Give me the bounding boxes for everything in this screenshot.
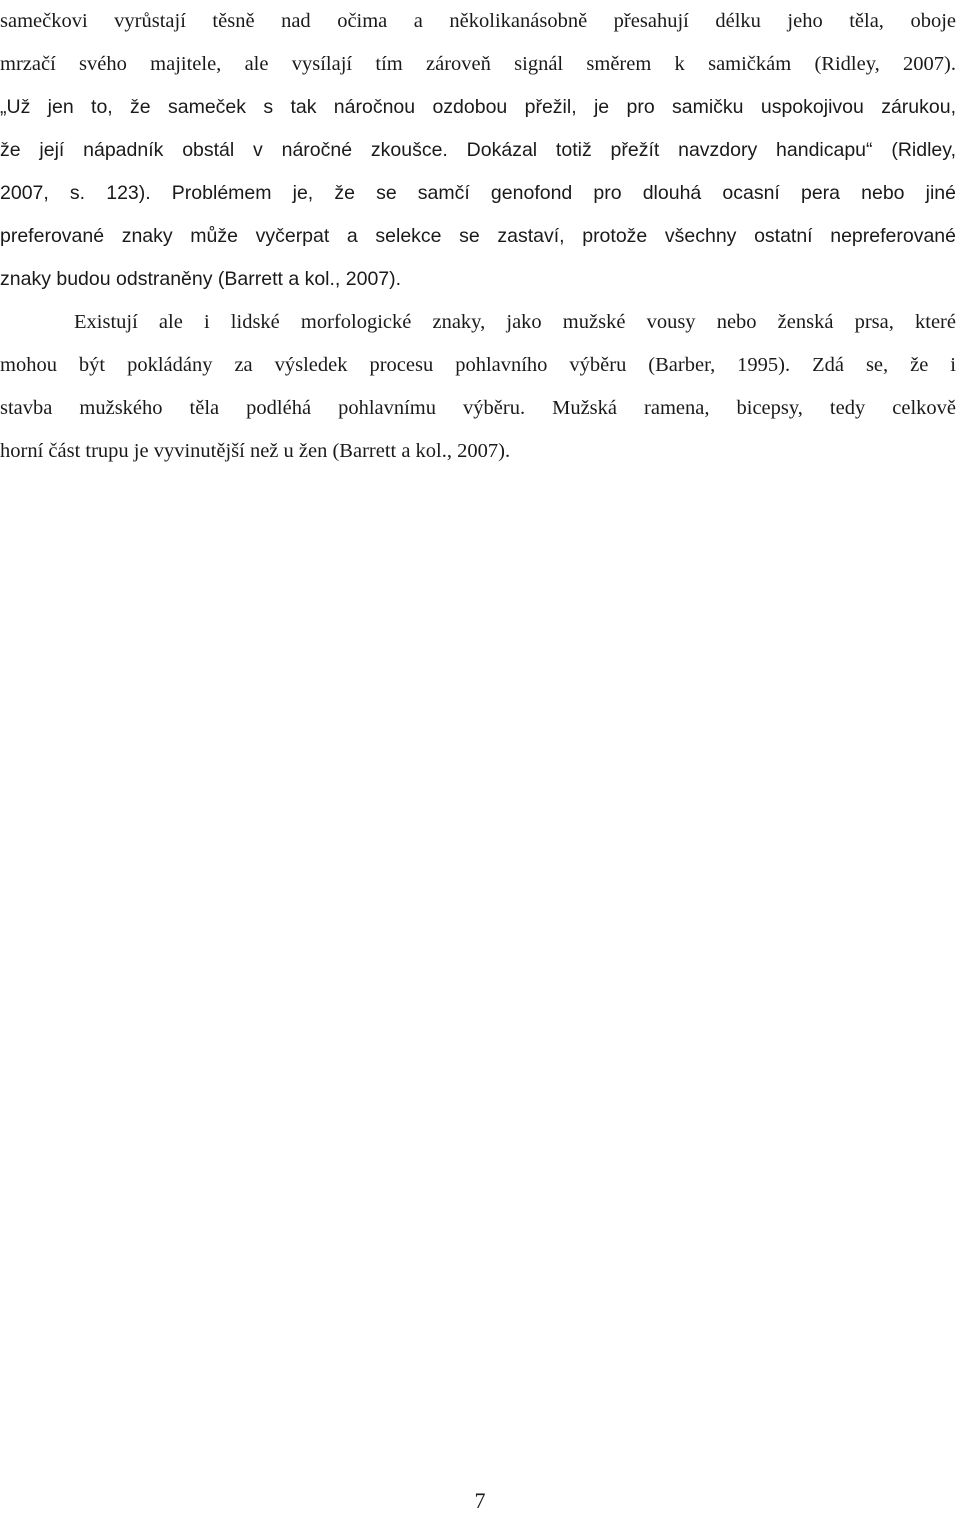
- text-line: znaky budou odstraněny (Barrett a kol., 2007).: [0, 268, 402, 290]
- paragraph-first-line: Existují ale i lidské morfologické znaky, jako mužské vousy nebo ženská prsa, které: [74, 311, 956, 333]
- page-number: 7: [474, 1488, 486, 1513]
- text-line: horní část trupu je vyvinutější než u žen (Barrett a kol., 2007).: [0, 440, 511, 462]
- text-segment: Problémem je, že se samčí genofond pro dlouhá ocasní pera nebo jiné: [150, 182, 956, 204]
- body-text: [0, 0, 956, 473]
- text-line: preferované znaky může vyčerpat a selekce se zastaví, protože všechny ostatní nepreferované: [0, 225, 956, 247]
- text-line: mrzačí svého majitele, ale vysílají tím zároveň signál směrem k samičkám (Ridley, 2007).: [0, 53, 956, 75]
- text-line: stavba mužského těla podléhá pohlavnímu výběru. Mužská ramena, bicepsy, tedy celkově: [0, 397, 956, 419]
- text-line: mohou být pokládány za výsledek procesu pohlavního výběru (Barber, 1995). Zdá se, že i: [0, 354, 956, 376]
- quote-line: „Už jen to, že sameček s tak náročnou ozdobou přežil, je pro samičku uspokojivou zárukou,: [0, 96, 956, 118]
- text-line: samečkovi vyrůstají těsně nad očima a několikanásobně přesahují délku jeho těla, oboje: [0, 10, 956, 32]
- mixed-line: [0, 172, 956, 215]
- quote-citation: 2007, s. 123).: [0, 182, 151, 204]
- quote-line: že její nápadník obstál v náročné zkoušce. Dokázal totiž přežít navzdory handicapu“ (Ridley,: [0, 139, 956, 161]
